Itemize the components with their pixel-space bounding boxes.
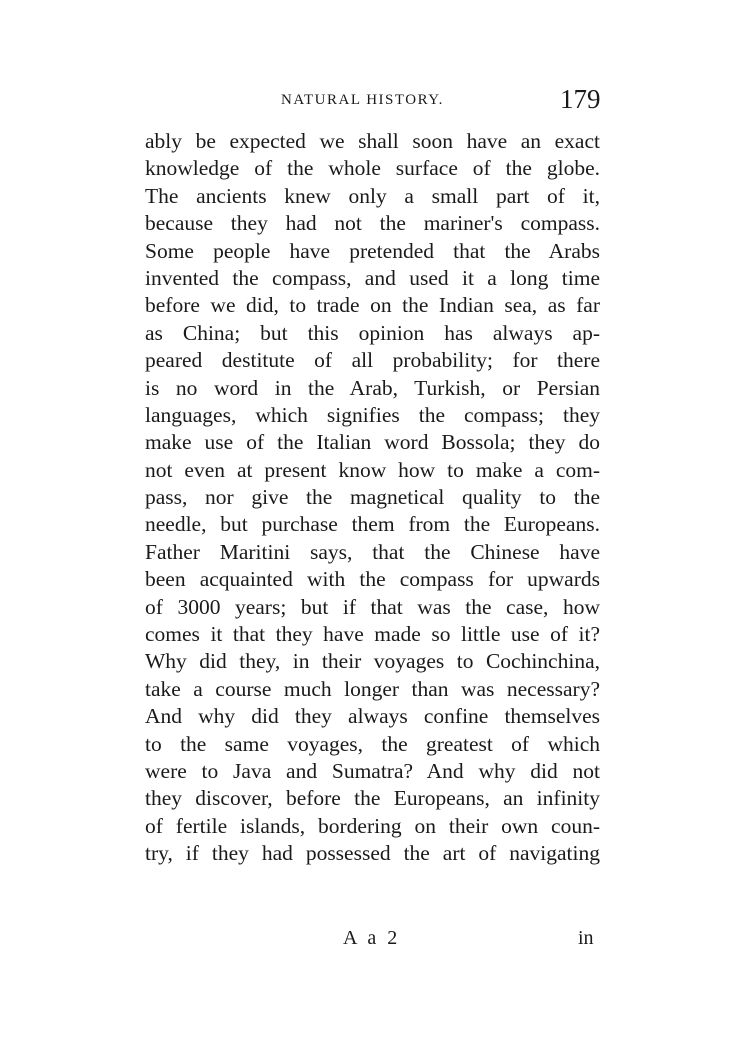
text-line: of 3000 years; but if that was the case, how: [145, 594, 600, 619]
text-line: pass, nor give the magnetical quality to the: [145, 485, 600, 510]
text-line: not even at present know how to make a com-: [145, 457, 600, 482]
text-line: Some people have pretended that the Arabs: [145, 238, 600, 263]
text-line: The ancients knew only a small part of it,: [145, 183, 600, 208]
text-line: before we did, to trade on the Indian sea, as far: [145, 293, 600, 318]
text-line: languages, which signifies the compass; they: [145, 402, 600, 427]
text-line: try, if they had possessed the art of navigating: [145, 841, 600, 866]
text-line: take a course much longer than was necessary?: [145, 676, 600, 701]
text-line: been acquainted with the compass for upwards: [145, 567, 600, 592]
text-line: make use of the Italian word Bossola; they do: [145, 430, 600, 455]
text-line: were to Java and Sumatra? And why did not: [145, 758, 600, 783]
body-text: [145, 128, 600, 868]
page-number: 179: [560, 84, 601, 114]
signature-mark: A a 2: [343, 927, 401, 949]
text-line: peared destitute of all probability; for there: [145, 348, 600, 373]
text-line: Why did they, in their voyages to Cochinchina,: [145, 649, 600, 674]
catchword: in: [578, 927, 594, 949]
text-line: ably be expected we shall soon have an exact: [145, 129, 600, 153]
text-line: comes it that they have made so little use of it?: [145, 622, 600, 647]
text-line: And why did they always confine themselves: [145, 704, 600, 729]
text-line: needle, but purchase them from the Europeans.: [145, 512, 600, 537]
text-line: as China; but this opinion has always ap-: [145, 320, 600, 345]
running-title: NATURAL HISTORY.: [281, 92, 444, 108]
text-line: knowledge of the whole surface of the globe.: [145, 156, 600, 181]
text-line: because they had not the mariner's compass.: [145, 211, 600, 236]
text-line: they discover, before the Europeans, an infinity: [145, 786, 600, 811]
text-line: of fertile islands, bordering on their own coun-: [145, 813, 600, 838]
text-line: is no word in the Arab, Turkish, or Persian: [145, 375, 600, 400]
text-line: Father Maritini says, that the Chinese have: [145, 539, 600, 564]
text-line: invented the compass, and used it a long time: [145, 265, 600, 290]
text-line: to the same voyages, the greatest of which: [145, 731, 600, 756]
